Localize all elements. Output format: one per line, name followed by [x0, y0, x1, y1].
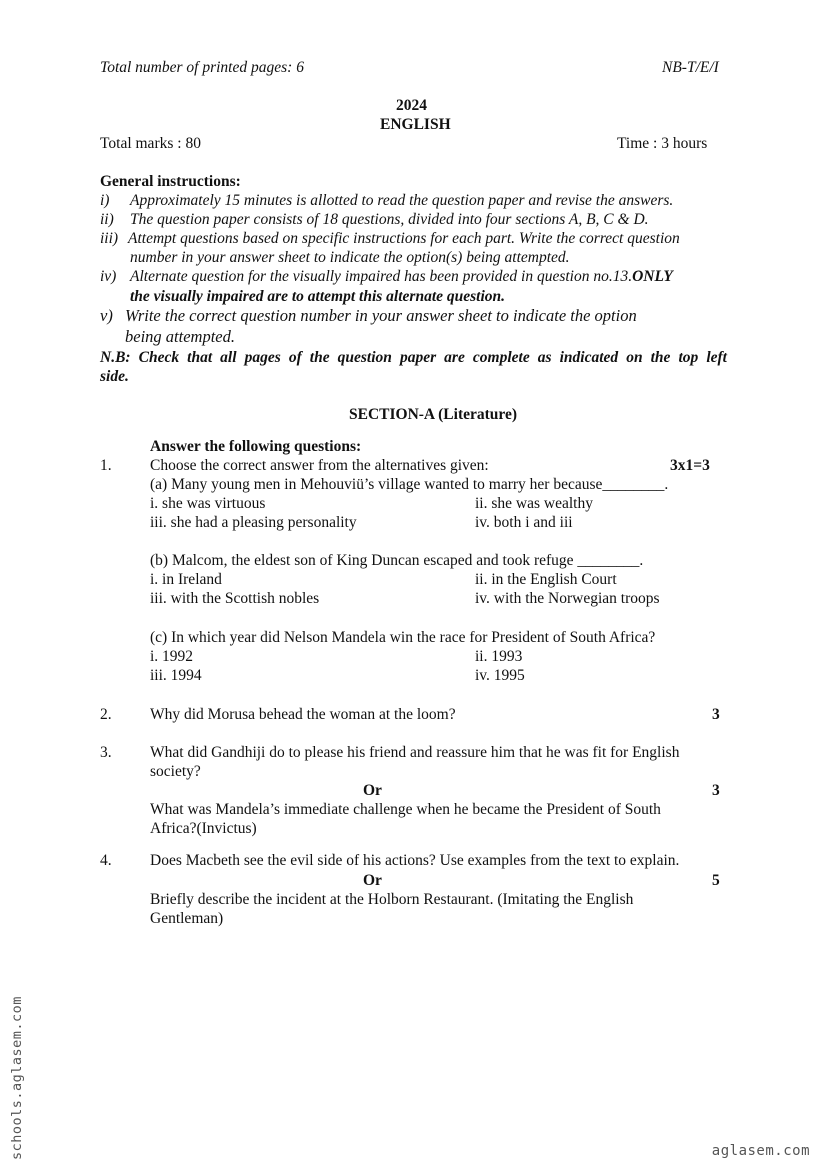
question-marks: 3	[712, 706, 720, 723]
section-instruction: Answer the following questions:	[150, 438, 362, 455]
or-separator: Or	[363, 872, 382, 889]
instruction-text	[130, 267, 673, 286]
option: i. 1992	[150, 648, 194, 665]
instruction-text-continued: number in your answer sheet to indicate the option(s) being attempted.	[130, 249, 570, 266]
paper-code: NB-T/E/I	[662, 59, 719, 76]
option: ii. 1993	[475, 648, 523, 665]
side-watermark: schools.aglasem.com	[9, 996, 25, 1160]
instruction-text: Attempt questions based on specific instructions for each part. Write the correct question	[128, 230, 680, 247]
question-number: 4.	[100, 852, 112, 869]
question-text: Choose the correct answer from the alternatives given:	[150, 457, 489, 474]
option: iv. with the Norwegian troops	[475, 590, 660, 607]
instruction-text-continued: the visually impaired are to attempt this alternate question.	[130, 288, 506, 305]
nb-note: N.B: Check that all pages of the question paper are complete as indicated on the top left	[100, 349, 727, 366]
sub-question-stem: (b) Malcom, the eldest son of King Duncan escaped and took refuge ________.	[150, 552, 644, 569]
question-marks: 3x1=3	[670, 457, 710, 474]
option: iv. 1995	[475, 667, 525, 684]
instruction-emphasis: ONLY	[632, 268, 673, 285]
question-marks: 3	[712, 782, 720, 799]
option: iii. 1994	[150, 667, 202, 684]
question-text: Why did Morusa behead the woman at the loom?	[150, 706, 456, 723]
option: ii. in the English Court	[475, 571, 617, 588]
alternate-question-text-continued: Gentleman)	[150, 910, 224, 927]
alternate-question-text: Briefly describe the incident at the Holborn Restaurant. (Imitating the English	[150, 891, 634, 908]
section-title: SECTION-A (Literature)	[349, 406, 518, 423]
instruction-num: v)	[100, 306, 113, 325]
instruction-text-continued: being attempted.	[125, 327, 235, 346]
instructions-heading: General instructions:	[100, 173, 241, 190]
instruction-num: iii)	[100, 230, 119, 247]
or-separator: Or	[363, 782, 382, 799]
option: i. in Ireland	[150, 571, 222, 588]
instruction-text: Approximately 15 minutes is allotted to read the question paper and revise the answers.	[130, 192, 674, 209]
nb-note-continued: side.	[100, 368, 129, 385]
exam-year: 2024	[396, 97, 427, 114]
instruction-num: ii)	[100, 211, 114, 228]
printed-pages-note: Total number of printed pages: 6	[100, 59, 304, 76]
question-text-continued: society?	[150, 763, 201, 780]
question-number: 3.	[100, 744, 112, 761]
option: iii. with the Scottish nobles	[150, 590, 320, 607]
question-number: 2.	[100, 706, 112, 723]
sub-question-stem: (a) Many young men in Mehouviü’s village wanted to marry her because________.	[150, 476, 669, 493]
alternate-question-text: What was Mandela’s immediate challenge when he became the President of South	[150, 801, 661, 818]
sub-question-stem: (c) In which year did Nelson Mandela win the race for President of South Africa?	[150, 629, 656, 646]
instruction-text: Write the correct question number in your answer sheet to indicate the option	[125, 306, 637, 325]
subject-title: ENGLISH	[380, 116, 451, 133]
instruction-text: The question paper consists of 18 questions, divided into four sections A, B, C & D.	[130, 211, 649, 228]
option: ii. she was wealthy	[475, 495, 593, 512]
question-text: Does Macbeth see the evil side of his actions? Use examples from the text to explain.	[150, 852, 680, 869]
option: i. she was virtuous	[150, 495, 266, 512]
instruction-num: i)	[100, 192, 110, 209]
question-text: What did Gandhiji do to please his friend and reassure him that he was fit for English	[150, 744, 680, 761]
alternate-question-text-continued: Africa?(Invictus)	[150, 820, 257, 837]
time-allowed: Time : 3 hours	[617, 135, 708, 152]
total-marks: Total marks : 80	[100, 135, 201, 152]
instruction-text-main: Alternate question for the visually impaired has been provided in question no.13.	[130, 268, 633, 285]
option: iii. she had a pleasing personality	[150, 514, 357, 531]
option: iv. both i and iii	[475, 514, 573, 531]
question-marks: 5	[712, 872, 720, 889]
instruction-num: iv)	[100, 268, 117, 285]
question-number: 1.	[100, 457, 112, 474]
bottom-watermark: aglasem.com	[711, 1143, 810, 1159]
